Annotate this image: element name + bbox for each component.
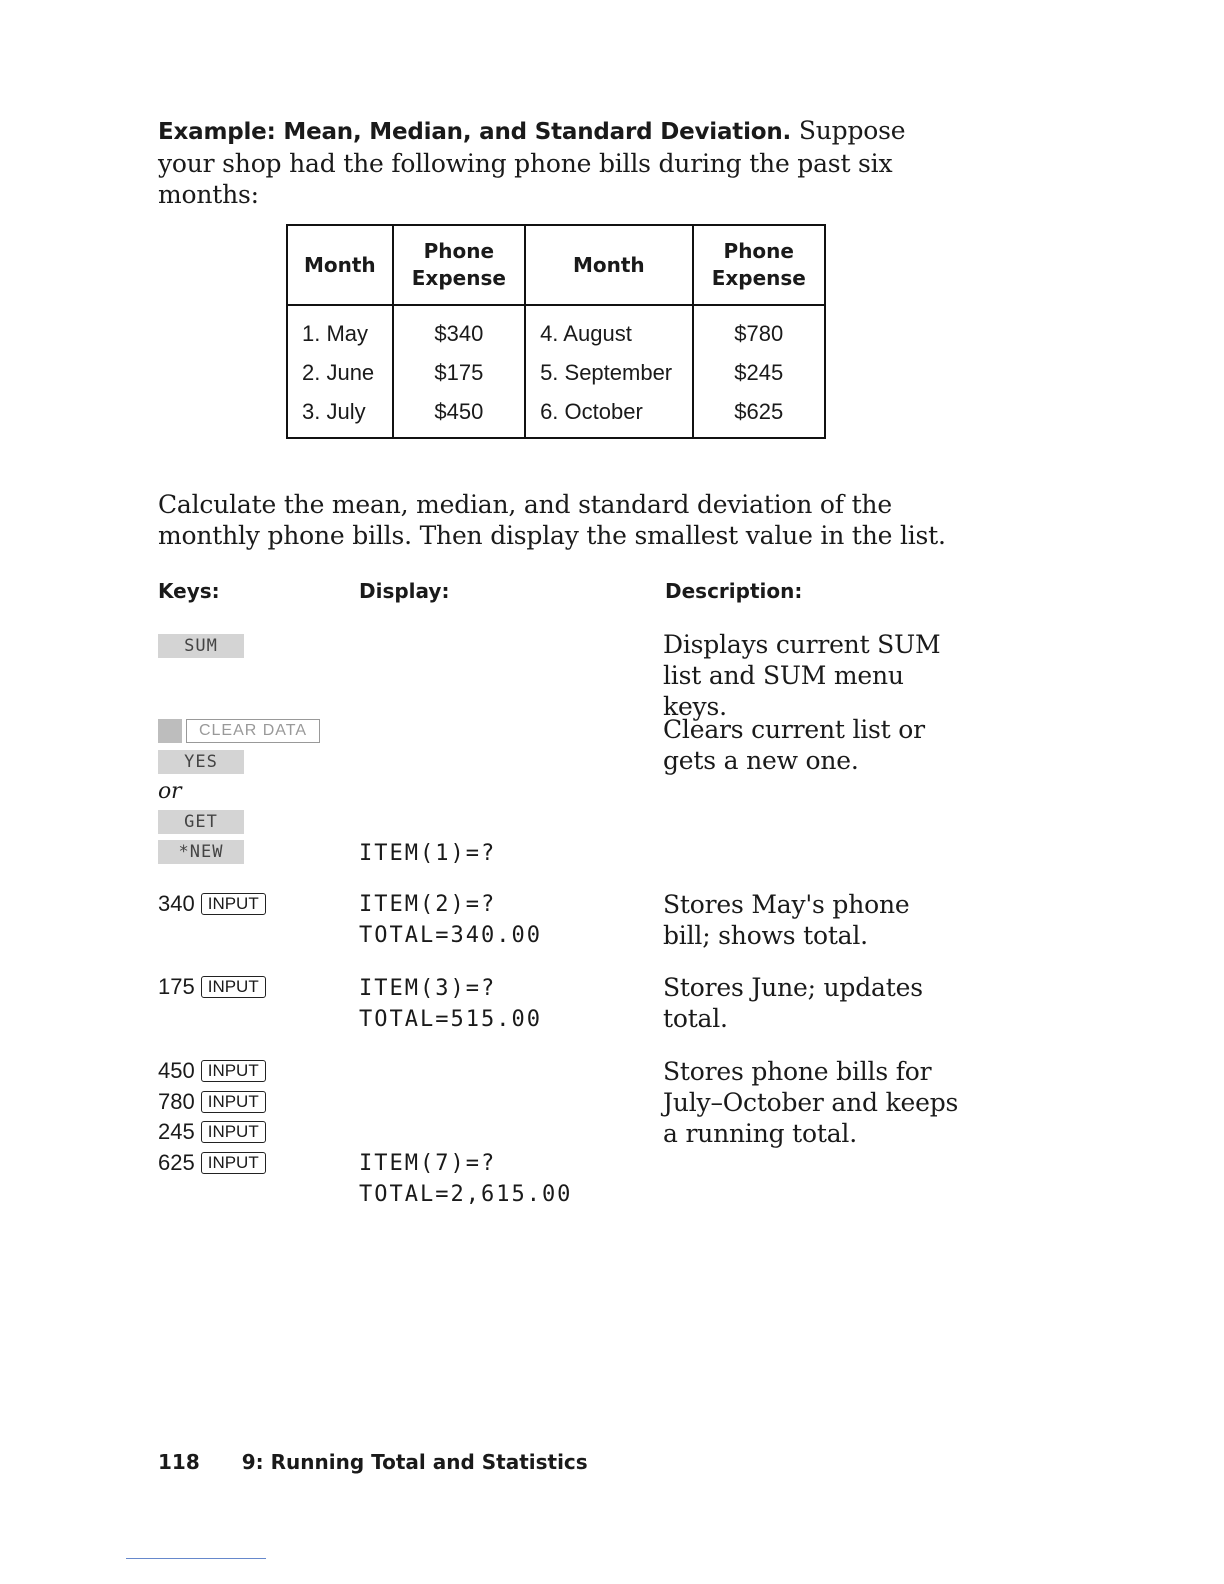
cell: $340 xyxy=(393,305,525,353)
intro-text: Suppose your shop had the following phone bills during the past six months: xyxy=(158,116,906,209)
step-description: Stores June; updates total. xyxy=(663,973,923,1033)
table-row xyxy=(287,353,825,392)
input-key: INPUT xyxy=(201,1060,266,1082)
display-line: TOTAL=340.00 xyxy=(359,923,542,948)
cell: 6. October xyxy=(525,392,692,438)
key-entry-450: 450 INPUT xyxy=(158,1056,266,1086)
display-line: ITEM(3)=? xyxy=(359,976,497,1001)
header-month-1: Month xyxy=(287,225,393,305)
chapter-title: 9: Running Total and Statistics xyxy=(241,1450,588,1474)
header-expense-1: Phone Expense xyxy=(393,225,525,305)
cell: 5. September xyxy=(525,353,692,392)
cell: 4. August xyxy=(525,305,692,353)
new-display: ITEM(1)=? xyxy=(359,841,497,866)
header-month-2: Month xyxy=(525,225,692,305)
intro-paragraph xyxy=(158,115,958,210)
cell: $175 xyxy=(393,353,525,392)
cell: 3. July xyxy=(287,392,393,438)
yes-softkey: YES xyxy=(158,750,244,774)
divider xyxy=(126,1558,266,1559)
key-entry-245: 245 INPUT xyxy=(158,1117,266,1147)
cell: 1. May xyxy=(287,305,393,353)
example-heading: Example: Mean, Median, and Standard Deviation. xyxy=(158,119,792,145)
step-description: Stores phone bills for July–October and keeps a running total. xyxy=(663,1057,959,1148)
clear-data-key: CLEAR DATA xyxy=(186,719,320,743)
table-row xyxy=(287,392,825,438)
input-key: INPUT xyxy=(201,1091,266,1113)
input-key: INPUT xyxy=(201,893,266,915)
page-footer xyxy=(158,1450,588,1474)
display-line: ITEM(7)=? xyxy=(359,1151,497,1176)
key-entry-175: 175 INPUT xyxy=(158,972,266,1002)
sum-description: Displays current SUM list and SUM menu keys. xyxy=(663,630,941,721)
input-key: INPUT xyxy=(201,1152,266,1174)
cell: 2. June xyxy=(287,353,393,392)
key-entry-625: 625 INPUT xyxy=(158,1148,266,1178)
description-heading: Description: xyxy=(665,579,803,603)
cell: $450 xyxy=(393,392,525,438)
table-header-row xyxy=(287,225,825,305)
new-softkey: *NEW xyxy=(158,840,244,864)
display-line: ITEM(2)=? xyxy=(359,892,497,917)
or-text: or xyxy=(158,779,182,804)
input-key: INPUT xyxy=(201,976,266,998)
display-line: TOTAL=515.00 xyxy=(359,1007,542,1032)
get-softkey: GET xyxy=(158,810,244,834)
key-entry-780: 780 INPUT xyxy=(158,1087,266,1117)
display-heading: Display: xyxy=(359,579,450,603)
cell: $625 xyxy=(693,392,825,438)
input-key: INPUT xyxy=(201,1121,266,1143)
keys-heading: Keys: xyxy=(158,579,220,603)
step-description: Stores May's phone bill; shows total. xyxy=(663,890,910,950)
question-paragraph: Calculate the mean, median, and standard deviation of the monthly phone bills. Then display the smallest value in the list. xyxy=(158,490,946,550)
phone-bills-table xyxy=(286,224,826,439)
table-row xyxy=(287,305,825,353)
cell: $780 xyxy=(693,305,825,353)
display-line: TOTAL=2,615.00 xyxy=(359,1182,573,1207)
page-number: 118 xyxy=(158,1450,200,1474)
shift-key-icon xyxy=(158,719,182,743)
header-expense-2: Phone Expense xyxy=(693,225,825,305)
sum-softkey: SUM xyxy=(158,634,244,658)
clear-description: Clears current list or gets a new one. xyxy=(663,715,925,775)
key-entry-340: 340 INPUT xyxy=(158,889,266,919)
cell: $245 xyxy=(693,353,825,392)
